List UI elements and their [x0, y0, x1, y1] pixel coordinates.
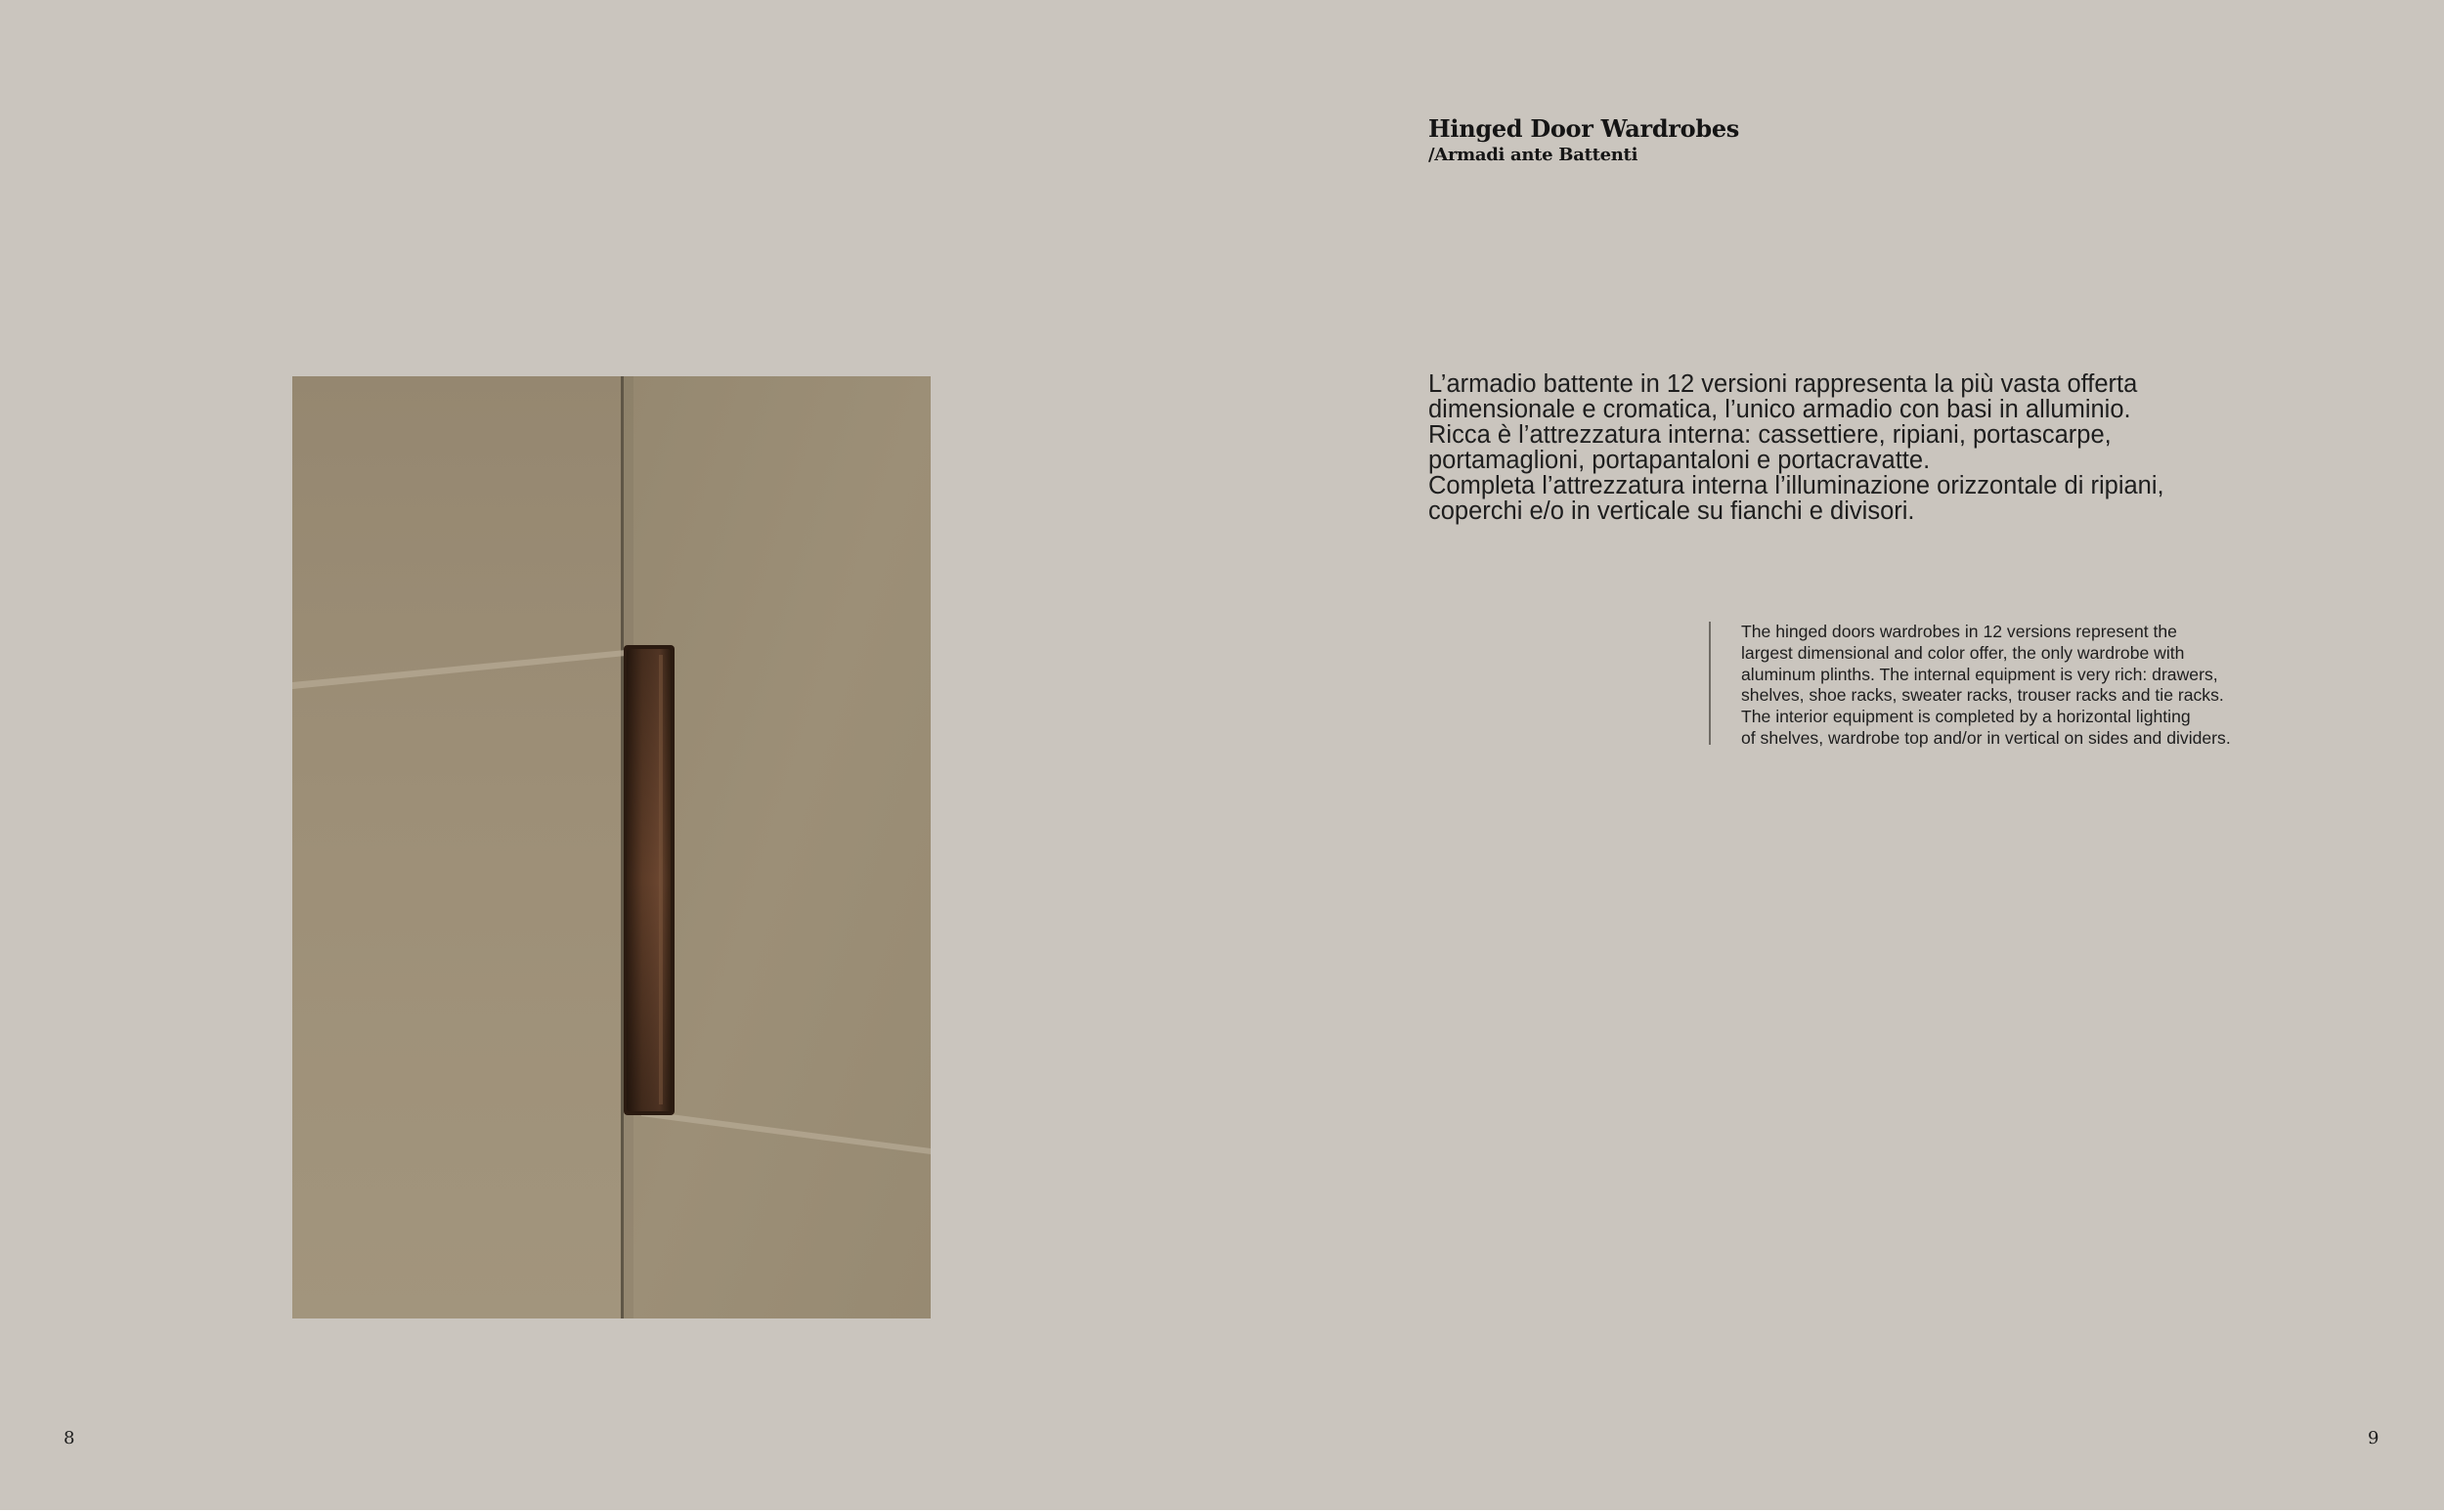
page-subtitle: /Armadi ante Battenti	[1428, 145, 1638, 165]
italian-description: L’armadio battente in 12 versioni rappresenta la più vasta offerta dimensionale e cromatica, l’unico armadio con basi in alluminio. Ricca è l’attrezzatura interna: cassettiere, ripiani, portascarpe, portamaglioni, portapantaloni e portacravatte. Completa l’attrezzatura interna l’illuminazione orizzontale di ripiani, coperchi e/o in verticale su fianchi e divisori.	[1428, 370, 2164, 525]
english-description-block	[1709, 622, 2289, 748]
heading-block	[1428, 114, 1739, 167]
page-title: Hinged Door Wardrobes	[1428, 114, 1740, 143]
door-gap-line	[621, 376, 624, 1318]
page-number-left: 8	[64, 1428, 75, 1448]
left-door-panel	[292, 376, 622, 1318]
wardrobe-door-photo	[292, 376, 931, 1318]
wardrobe-door-illustration	[292, 376, 931, 1318]
english-description: The hinged doors wardrobes in 12 versions represent the largest dimensional and color offer, the only wardrobe with aluminum plinths. The internal equipment is very rich: drawers, shelves, shoe racks, sweater racks, trouser racks and tie racks. The interior equipment is completed by a horizontal lighting of shelves, wardrobe top and/or in vertical on sides and dividers.	[1741, 622, 2231, 748]
page-number-right: 9	[2368, 1428, 2379, 1448]
